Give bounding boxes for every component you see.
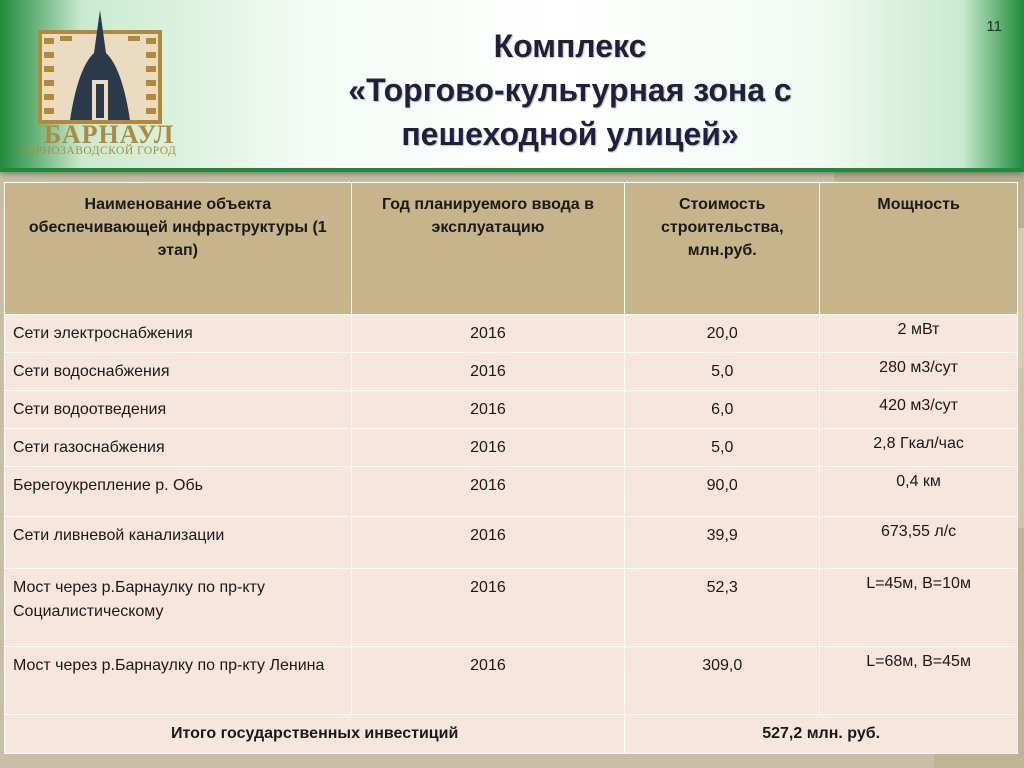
row-power: 2,8 Гкал/час	[820, 429, 1018, 467]
table-row	[5, 647, 1018, 715]
page-title	[250, 24, 890, 156]
row-power: 420 м3/сут	[820, 391, 1018, 429]
row-power: L=45м, В=10м	[820, 569, 1018, 647]
row-year: 2016	[351, 315, 625, 353]
table-row	[5, 315, 1018, 353]
table-header-row	[5, 183, 1018, 315]
page-number: 11	[986, 18, 1002, 35]
row-year: 2016	[351, 467, 625, 517]
row-name: Сети ливневой канализации	[5, 517, 352, 569]
column-header: Год планируемого ввода в эксплуатацию	[351, 183, 625, 315]
row-cost: 5,0	[625, 429, 820, 467]
table-row	[5, 391, 1018, 429]
row-name: Мост через р.Барнаулку по пр-кту Ленина	[5, 647, 352, 715]
row-power: 0,4 км	[820, 467, 1018, 517]
table-row	[5, 517, 1018, 569]
row-power: 2 мВт	[820, 315, 1018, 353]
row-name: Сети электроснабжения	[5, 315, 352, 353]
row-cost: 5,0	[625, 353, 820, 391]
row-cost: 90,0	[625, 467, 820, 517]
row-name: Сети водоотведения	[5, 391, 352, 429]
row-year: 2016	[351, 391, 625, 429]
row-year: 2016	[351, 517, 625, 569]
row-name: Берегоукрепление р. Обь	[5, 467, 352, 517]
row-year: 2016	[351, 647, 625, 715]
table-row	[5, 467, 1018, 517]
row-cost: 6,0	[625, 391, 820, 429]
column-header: Мощность	[820, 183, 1018, 315]
total-row	[5, 715, 1018, 754]
title-line: Комплекс	[493, 28, 647, 64]
title-line: «Торгово-культурная зона с	[348, 72, 792, 108]
row-power: 673,55 л/с	[820, 517, 1018, 569]
row-name: Мост через р.Барнаулку по пр-кту Социалистическому	[5, 569, 352, 647]
slide-header	[0, 0, 1024, 172]
row-power: 280 м3/сут	[820, 353, 1018, 391]
row-cost: 309,0	[625, 647, 820, 715]
row-year: 2016	[351, 429, 625, 467]
total-value: 527,2 млн. руб.	[625, 715, 1018, 754]
table-row	[5, 569, 1018, 647]
table-row	[5, 353, 1018, 391]
infrastructure-table	[4, 182, 1018, 754]
row-cost: 52,3	[625, 569, 820, 647]
column-header: Наименование объекта обеспечивающей инфраструктуры (1 этап)	[5, 183, 352, 315]
logo-city-name: БАРНАУЛ	[44, 120, 175, 149]
table-row	[5, 429, 1018, 467]
row-name: Сети газоснабжения	[5, 429, 352, 467]
row-power: L=68м, В=45м	[820, 647, 1018, 715]
column-header: Стоимость строительства, млн.руб.	[625, 183, 820, 315]
row-cost: 39,9	[625, 517, 820, 569]
row-name: Сети водоснабжения	[5, 353, 352, 391]
title-line: пешеходной улицей»	[401, 116, 739, 152]
logo-subtitle: ГОРНОЗАВОДСКОЙ ГОРОД	[20, 145, 177, 157]
row-year: 2016	[351, 569, 625, 647]
total-label: Итого государственных инвестиций	[5, 715, 625, 754]
row-cost: 20,0	[625, 315, 820, 353]
row-year: 2016	[351, 353, 625, 391]
